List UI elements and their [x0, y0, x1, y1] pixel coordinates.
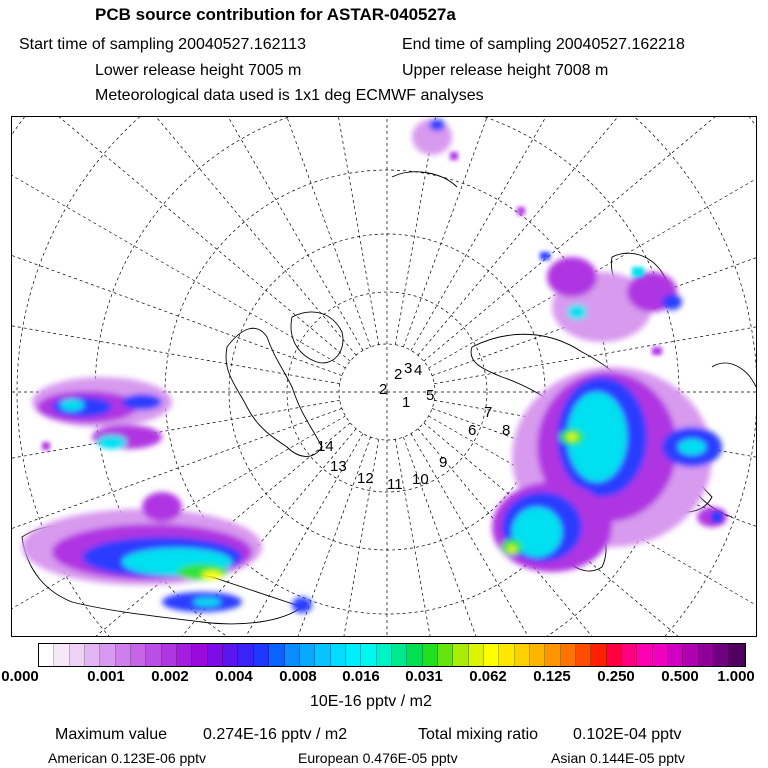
- european-contribution: European 0.476E-05 pptv: [298, 750, 458, 766]
- meridian-line: [432, 153, 756, 376]
- track-label: 4: [414, 362, 423, 379]
- colorbar-segment: [515, 644, 530, 666]
- colorbar-units: 10E-16 pptv / m2: [310, 693, 432, 710]
- total-mixing-label: Total mixing ratio: [418, 726, 539, 743]
- colorbar-segment: [668, 644, 683, 666]
- colorbar-segment: [576, 644, 591, 666]
- colorbar-tick: 1.000: [717, 668, 755, 685]
- colorbar-tick: 0.016: [342, 668, 380, 685]
- track-label: 9: [439, 454, 448, 471]
- met-data-label: Meteorological data used is 1x1 deg ECMWF analyses: [95, 87, 484, 104]
- meridian-line: [265, 117, 378, 345]
- colorbar-tick: 0.125: [533, 668, 571, 685]
- plume-west: [22, 377, 312, 613]
- colorbar-segment: [162, 644, 177, 666]
- meridian-line: [148, 117, 371, 347]
- meridian-line: [395, 439, 508, 636]
- colorbar-segment: [438, 644, 453, 666]
- track-label: 3: [404, 360, 413, 377]
- track-label: 5: [426, 387, 435, 404]
- colorbar-segment: [637, 644, 652, 666]
- colorbar-segment: [85, 644, 100, 666]
- colorbar-segment: [100, 644, 115, 666]
- colorbar-segment: [238, 644, 253, 666]
- colorbar-segment: [607, 644, 622, 666]
- colorbar-segment: [192, 644, 207, 666]
- end-time-label: End time of sampling 20040527.162218: [402, 36, 685, 53]
- colorbar-segment: [622, 644, 637, 666]
- polar-map: [11, 116, 757, 637]
- track-label: 12: [357, 470, 374, 487]
- colorbar-segment: [70, 644, 85, 666]
- lower-height-label: Lower release height 7005 m: [95, 62, 302, 79]
- colorbar-segment: [254, 644, 269, 666]
- track-label: 8: [502, 422, 511, 439]
- meridian-line: [12, 117, 345, 368]
- colorbar-segment: [484, 644, 499, 666]
- colorbar-segment: [545, 644, 560, 666]
- max-value: 0.274E-16 pptv / m2: [203, 726, 348, 743]
- meridian-line: [265, 439, 378, 636]
- colorbar-segment: [377, 644, 392, 666]
- colorbar-segment: [39, 644, 54, 666]
- colorbar-segment: [54, 644, 69, 666]
- colorbar-segment: [346, 644, 361, 666]
- meridian-line: [395, 117, 508, 345]
- colorbar-segment: [729, 644, 744, 666]
- asian-contribution: Asian 0.144E-05 pptv: [551, 750, 685, 766]
- colorbar-segment: [653, 644, 668, 666]
- colorbar-segment: [453, 644, 468, 666]
- colorbar-segment: [269, 644, 284, 666]
- colorbar-segment: [331, 644, 346, 666]
- colorbar-segment: [683, 644, 698, 666]
- colorbar-tick: 0.031: [405, 668, 443, 685]
- colorbar-segment: [469, 644, 484, 666]
- colorbar-tick: 0.001: [87, 668, 125, 685]
- colorbar-segment: [223, 644, 238, 666]
- colorbar-segment: [116, 644, 131, 666]
- plume-east: [412, 119, 727, 572]
- track-label: 14: [317, 438, 334, 455]
- track-label: 13: [330, 458, 347, 475]
- colorbar-segment: [699, 644, 714, 666]
- colorbar-segment: [423, 644, 438, 666]
- colorbar-segment: [300, 644, 315, 666]
- upper-height-label: Upper release height 7008 m: [402, 62, 609, 79]
- track-label: 2: [394, 366, 403, 383]
- colorbar-segment: [177, 644, 192, 666]
- map-title: PCB source contribution for ASTAR-040527a: [95, 5, 456, 24]
- colorbar-tick: 0.002: [151, 668, 189, 685]
- colorbar-tick: 0.004: [215, 668, 253, 685]
- colorbar-segment: [530, 644, 545, 666]
- track-label: 11: [387, 476, 403, 493]
- colorbar-tick: 0.000: [1, 668, 39, 685]
- colorbar-tick: 0.062: [469, 668, 507, 685]
- american-contribution: American 0.123E-06 pptv: [48, 750, 206, 766]
- colorbar-segment: [131, 644, 146, 666]
- colorbar-segment: [361, 644, 376, 666]
- meridian-line: [12, 117, 356, 355]
- colorbar-segment: [714, 644, 729, 666]
- track-label: 7: [484, 404, 493, 421]
- colorbar-tick: 0.500: [661, 668, 699, 685]
- track-label: 1: [402, 394, 411, 411]
- colorbar-segment: [591, 644, 606, 666]
- track-label: 10: [412, 471, 429, 488]
- colorbar-segment: [407, 644, 422, 666]
- total-mixing-value: 0.102E-04 pptv: [573, 726, 682, 743]
- colorbar-tick: 0.008: [279, 668, 317, 685]
- colorbar-tick: 0.250: [597, 668, 635, 685]
- start-time-label: Start time of sampling 20040527.162113: [19, 36, 307, 53]
- colorbar: [38, 643, 746, 667]
- track-label: 2: [379, 381, 388, 398]
- colorbar-segment: [499, 644, 514, 666]
- track-labels: [317, 360, 510, 493]
- colorbar-segment: [285, 644, 300, 666]
- meridian-line: [12, 117, 350, 361]
- meridian-line: [37, 117, 363, 350]
- colorbar-segment: [315, 644, 330, 666]
- colorbar-segment: [208, 644, 223, 666]
- max-value-label: Maximum value: [55, 726, 168, 743]
- meridian-line: [12, 153, 342, 376]
- colorbar-segment: [146, 644, 161, 666]
- colorbar-segment: [392, 644, 407, 666]
- colorbar-segment: [561, 644, 576, 666]
- map-canvas: [12, 117, 756, 636]
- track-label: 6: [468, 422, 477, 439]
